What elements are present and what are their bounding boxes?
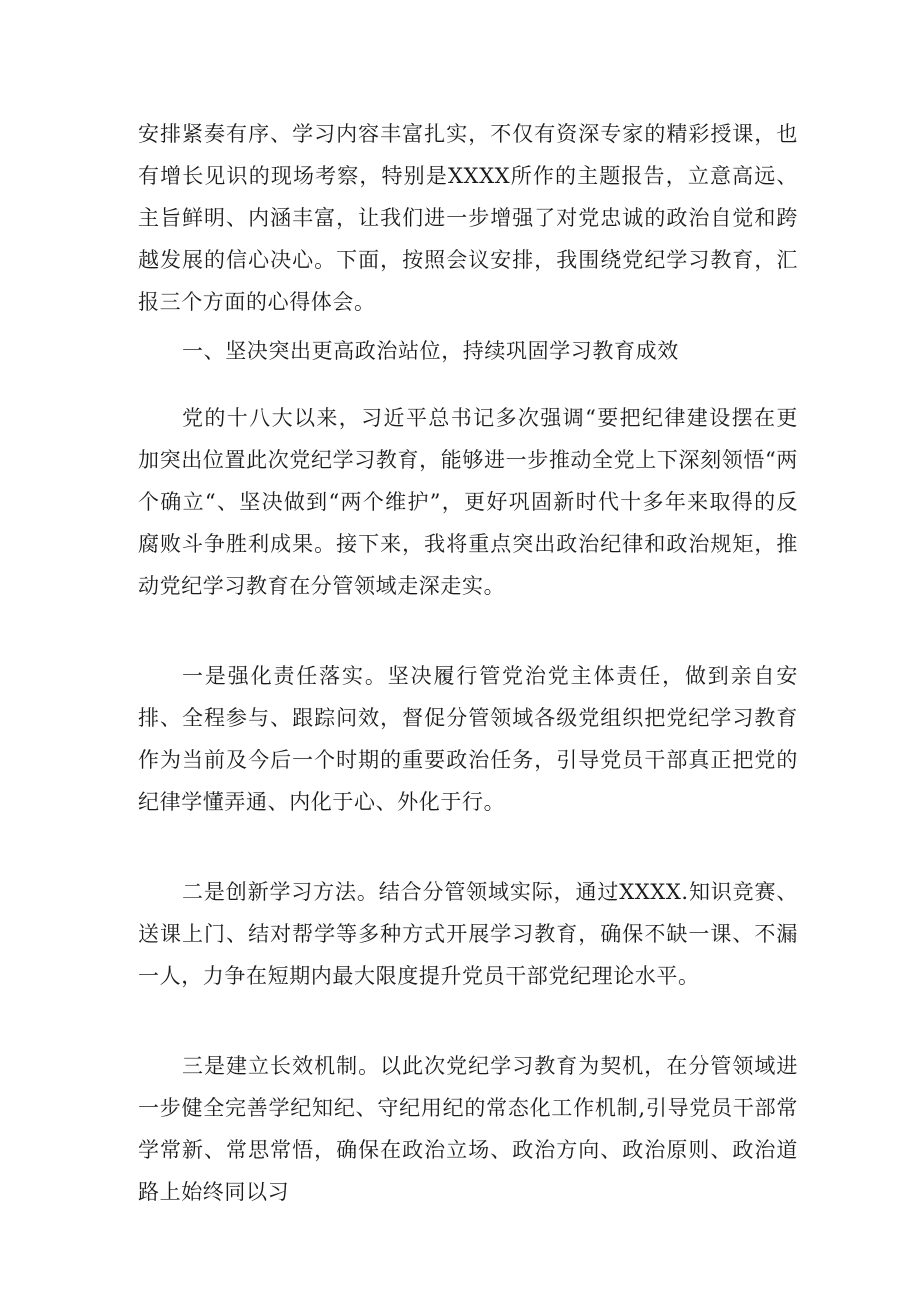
paragraph-responsibility: 一是强化责任落实。坚决履行管党治党主体责任，做到亲自安排、全程参与、跟踪问效，督促分管领域各级党组织把党纪学习教育作为当前及今后一个时期的重要政治任务，引导党员干部真正把党的纪律学懂弄通、内化于心、外化于行。 [138,664,798,814]
section-heading-1: 一、坚决突出更高政治站位，持续巩固学习教育成效 [182,339,679,363]
paragraph-learning-methods: 二是创新学习方法。结合分管领域实际，通过XXXX.知识竞赛、送课上门、结对帮学等多种方式开展学习教育，确保不缺一课、不漏一人，力争在短期内最大限度提升党员干部党纪理论水平。 [138,880,798,988]
paragraph-intro: 安排紧奏有序、学习内容丰富扎实，不仅有资深专家的精彩授课，也有增长见识的现场考察，特别是XXXX所作的主题报告，立意高远、主旨鲜明、内涵丰富，让我们进一步增强了对党忠诚的政治自觉和跨越发展的信心决心。下面，按照会议安排，我围绕党纪学习教育，汇报三个方面的心得体会。 [138,122,798,314]
paragraph-section-1-body: 党的十八大以来，习近平总书记多次强调“要把纪律建设摆在更加突出位置此次党纪学习教育，能够进一步推动全党上下深刻领悟“两个确立“、坚决做到“两个维护”，更好巩固新时代十多年来取得的反腐败斗争胜利成果。接下来，我将重点突出政治纪律和政治规矩，推动党纪学习教育在分管领域走深走实。 [138,406,798,598]
paragraph-long-term-mechanism: 三是建立长效机制。以此次党纪学习教育为契机，在分管领域进一步健全完善学纪知纪、守纪用纪的常态化工作机制,引导党员干部常学常新、常思常悟，确保在政治立场、政治方向、政治原则、政治道路上始终同以习 [138,1054,798,1204]
